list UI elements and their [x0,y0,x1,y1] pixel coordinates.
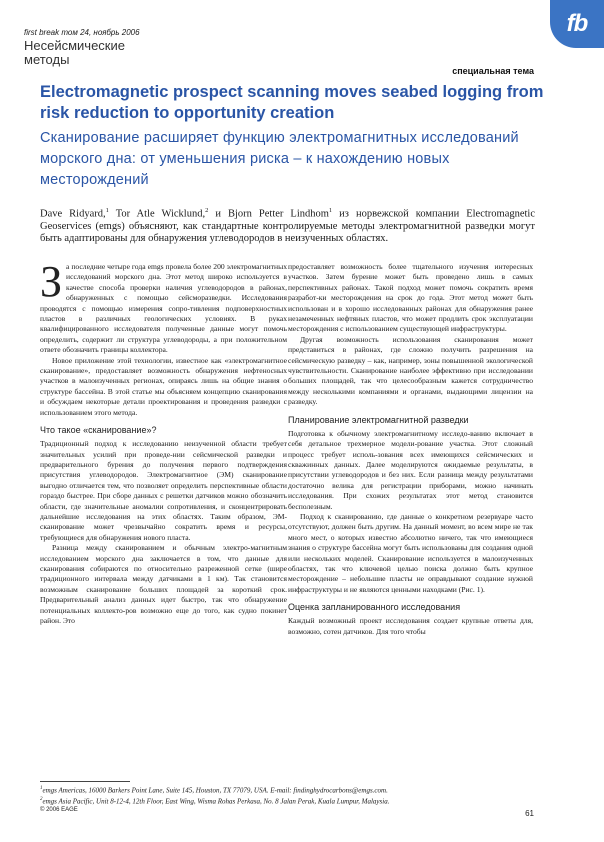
section-heading: Что такое «сканирование»? [40,425,157,436]
paragraph: Традиционный подход к исследованию неизученной области требует значительных усилий при проведе-нии сейсмической разведки и предварительного бурения до получения первого подтверждения присутствия углеводородов. Электромагнитное (ЭМ) сканирование выгодно отличается тем, что позволяет определить перспективные области гораздо быстрее. При сборе данных с решетки датчиков можно обозначить области, где значительные аномалии сопротивления, и сконцентрировать дальнейшие исследования на этих областях. Таким образом, ЭМ-сканирование может чрезвычайно сократить время и ресурсы, требующиеся для обнаружения нового пласта. [40,439,287,542]
paragraph: За последние четыре года emgs провела более 200 электромагнитных исследований морского дна. Этот метод широко используется в качестве способа проверки наличия углеводородов в районах, обнаруженных с помощью сейсморазведки. Исследования проводятся с помощью измерения сопро-тивления подповерхностных пластов в различных геологических условиях. В руках квалифицированного исследователя полученные данные могут помочь определить, содержит ли структура углеводороды, а при положительном ответе обозначить границы коллектора. [40,257,287,355]
section-heading: Планирование электромагнитной разведки [288,414,469,425]
title-english: Electromagnetic prospect scanning moves seabed logging from risk reduction to opportunity creation [40,83,544,122]
paragraph: Новое приложение этой технологии, известное как «электромагнитное сканирование», предоставляет возможность обнаружения нефтеносных участков в малоизученных регионах, опираясь лишь на общие знания о структуре бассейна. В этой статье мы объясняем концепцию сканирования и обсуждаем некоторые детали проектирования и проведения разведки с использованием этого метода. [40,355,287,417]
footnote-2: $^2$emgs Asia Pacific, Unit 8-12-4, 12th Floor, East Wing, Wisma Rohas Perkasa, No. 8 Jalan Perak, Kuala Lumpur, Malaysia. [40,797,390,806]
paragraph: Другая возможность использования сканирования может представиться в районах, где сложно получить разрешения на сейсмическую разведку – как, например, зоны повышенной экологической чувствительности. Сканирование наиболее эффективно при исследовании больших площадей, так что целесообразным кажется сотрудничество между несколькими компаниями и органами, выдающими лицензии на разведку. [288,334,533,407]
footnote-rule [40,781,130,782]
author-3: и Bjorn Petter Lindhom [208,208,329,220]
page-header [24,28,534,67]
intro-paragraph: Dave Ridyard,$^1$ Tor Atle Wicklund,$^2$ и Bjorn Petter Lindhom$^1$ из норвежской компании Electromagnetic Geoservices (emgs) объясняют, как стандартные контролируемые методы электромагнитной разведки могут быть адаптированы для обнаружения углеводородов в неизученных областях. [40,207,536,244]
paragraph: предоставляет возможность более тщательного изучения интересных участков. Затем бурение может быть проведено лишь в самых перспективных районах. Такой подход может помочь сократить время разработ-ки месторождения на срок до года. Этот метод может быть использован и в хорошо исследованных районах для обнаружения ранее незамеченных нефтяных пластов, что может продлить срок эксплуатации месторождения с использованием существующей инфраструктуры. [288,262,533,334]
paragraph: Разница между сканированием и обычным электро-магнитным исследованием морского дна заключается в том, что данные для сканирования собираются по относительно разреженной сетке (шире традиционного интервала между датчиками в 1 км). Так становится возможным сканирование больших площадей за короткий срок. Предварительный анализ данных идет быстро, так что обнаружение потенциальных коллекто-ров возможно еще до того, как судно покинет район. Это [40,543,287,625]
intro-text: из норвежской компании Electromagnetic Geoservices (emgs) объясняют, как стандартные контролируемые методы электромагнитной разведки могут быть адаптированы для обнаружения углеводородов в неизученных областях. [40,208,536,244]
copyright: © 2006 EAGE [40,807,78,813]
title-russian: Сканирование расширяет функцию электромагнитных исследований морского дна: от уменьшения риска – к нахождению новых месторождений [40,130,519,188]
section-heading: Оценка запланированного исследования [288,602,461,613]
drop-cap: З [40,257,63,306]
author-2: Tor Atle Wicklund, [108,208,206,220]
page-number: 61 [525,809,534,818]
author-1: Dave Ridyard, [40,208,106,220]
fb-logo: fb [550,0,604,48]
footnote-1: $^1$emgs Americas, 16000 Barkers Point Lane, Suite 145, Houston, TX 77079, USA. E-mail: findinghydrocarbons@emgs.com. [40,786,388,795]
paragraph: Подготовка к обычному электромагнитному исследо-ванию включает в себя детальное трехмерное модели-рование участка. Этот сложный процесс требует исполь-зования всех имеющихся сейсмических и скважинных данных. Далее моделируются ожидаемые результаты, в присутствии углеводородов и без них. Если разница между результатами достаточно велика для регистрации приборами, можно начинать исследования. При схожих результатах этот метод становится бесполезным. [288,428,533,511]
section-name: Несейсмические методы [24,38,125,67]
paragraph: Каждый возможный проект исследования создает крупные ответы для, возможно, сотен датчиков. Для того чтобы [288,616,533,636]
left-column [40,257,287,626]
paragraph: Подход к сканированию, где данные о конкретном резервуаре часто отсутствуют, должен быть другим. На данный момент, во всем мире не так много мест, о которых известно абсолютно ничего, так что имеющиеся знания о структуре бассейна могут быть использованы для создания одной или нескольких моделей. Сканирование используется в малоизученных областях, так что ключевой целью поиска должно быть крупное месторождение – небольшие пласты не оправдывают создание нужной инфраструктуры и не являются ценными находками (Рис. 1). [288,511,533,594]
right-column [288,262,533,637]
journal-line: first break том 24, ноябрь 2006 [24,28,140,37]
footnotes [40,784,535,807]
special-topic-tag: специальная тема [452,66,534,76]
